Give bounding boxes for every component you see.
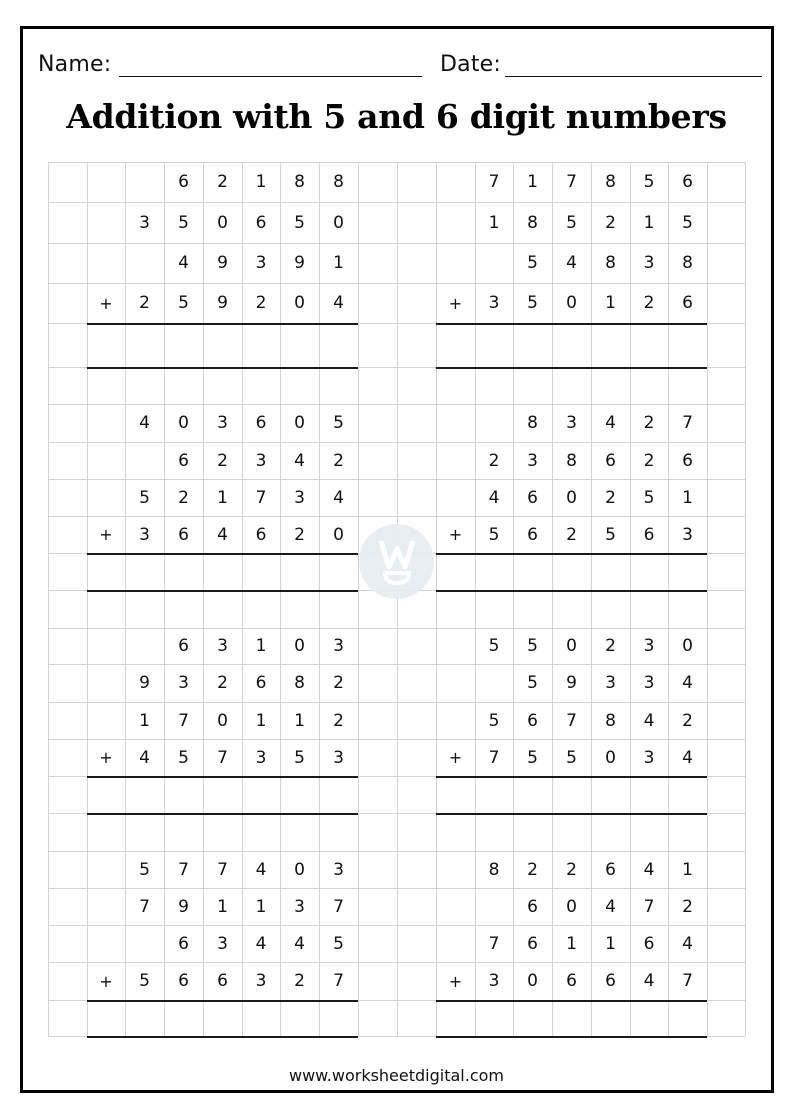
digit-cell: 6 bbox=[527, 487, 538, 508]
digit-cell: 3 bbox=[488, 293, 500, 313]
digit-cell: 4 bbox=[333, 293, 344, 313]
grid-vline bbox=[48, 162, 49, 1036]
digit-cell: 4 bbox=[682, 747, 693, 768]
digit-cell: 5 bbox=[294, 747, 305, 768]
plus-sign: + bbox=[99, 748, 113, 767]
digit-cell: 5 bbox=[178, 747, 189, 768]
answer-digit-input[interactable] bbox=[630, 323, 668, 367]
answer-digit-input[interactable] bbox=[203, 323, 242, 367]
digit-cell: 5 bbox=[566, 212, 577, 233]
digit-cell: 5 bbox=[527, 253, 538, 273]
digit-cell: 2 bbox=[643, 293, 655, 313]
grid-vline bbox=[707, 162, 708, 1036]
answer-digit-input[interactable] bbox=[475, 776, 513, 813]
digit-cell: 6 bbox=[682, 172, 693, 192]
digit-cell: 3 bbox=[643, 636, 655, 656]
answer-digit-input[interactable] bbox=[242, 553, 280, 590]
digit-cell: 3 bbox=[605, 673, 616, 693]
digit-cell: 1 bbox=[255, 710, 267, 731]
digit-cell: 4 bbox=[294, 933, 305, 954]
digit-cell: 5 bbox=[488, 710, 500, 731]
digit-cell: 6 bbox=[527, 524, 538, 545]
plus-sign: + bbox=[448, 525, 463, 544]
grid-vline bbox=[358, 162, 359, 1036]
digit-cell: 2 bbox=[643, 413, 655, 433]
answer-digit-input[interactable] bbox=[87, 1000, 125, 1036]
answer-digit-input[interactable] bbox=[203, 553, 242, 590]
worksheetdigital-logo-icon bbox=[377, 537, 417, 587]
digit-cell: 1 bbox=[682, 487, 693, 508]
answer-digit-input[interactable] bbox=[630, 776, 668, 813]
digit-cell: 2 bbox=[333, 673, 344, 693]
answer-digit-input[interactable] bbox=[630, 1000, 668, 1036]
digit-cell: 6 bbox=[527, 710, 538, 731]
digit-cell: 9 bbox=[139, 673, 150, 693]
digit-cell: 3 bbox=[217, 636, 228, 656]
digit-cell: 8 bbox=[605, 172, 616, 192]
digit-cell: 2 bbox=[605, 636, 616, 656]
answer-digit-input[interactable] bbox=[125, 553, 164, 590]
digit-cell: 5 bbox=[605, 524, 616, 545]
digit-cell: 7 bbox=[217, 747, 228, 768]
digit-cell: 7 bbox=[566, 710, 577, 731]
answer-digit-input[interactable] bbox=[319, 323, 358, 367]
answer-digit-input[interactable] bbox=[319, 1000, 358, 1036]
digit-cell: 0 bbox=[217, 212, 228, 233]
answer-digit-input[interactable] bbox=[475, 323, 513, 367]
digit-cell: 5 bbox=[333, 413, 344, 433]
answer-digit-input[interactable] bbox=[203, 1000, 242, 1036]
digit-cell: 7 bbox=[178, 859, 189, 880]
digit-cell: 0 bbox=[527, 971, 538, 991]
digit-cell: 1 bbox=[488, 212, 500, 233]
digit-cell: 7 bbox=[333, 971, 344, 991]
answer-digit-input[interactable] bbox=[668, 553, 707, 590]
digit-cell: 3 bbox=[682, 524, 693, 545]
plus-sign: + bbox=[99, 293, 113, 313]
digit-cell: 4 bbox=[643, 710, 655, 731]
digit-cell: 1 bbox=[217, 487, 228, 508]
digit-cell: 6 bbox=[217, 971, 228, 991]
digit-cell: 3 bbox=[643, 673, 655, 693]
digit-cell: 8 bbox=[294, 172, 305, 192]
digit-cell: 4 bbox=[139, 747, 150, 768]
answer-digit-input[interactable] bbox=[591, 1000, 630, 1036]
digit-cell: 1 bbox=[643, 212, 655, 233]
digit-cell: 1 bbox=[333, 253, 344, 273]
digit-cell: 3 bbox=[139, 212, 150, 233]
digit-cell: 2 bbox=[682, 710, 693, 731]
digit-cell: 1 bbox=[255, 636, 267, 656]
digit-cell: 5 bbox=[527, 293, 538, 313]
digit-cell: 7 bbox=[488, 747, 500, 768]
digit-cell: 2 bbox=[294, 524, 305, 545]
digit-cell: 0 bbox=[294, 293, 305, 313]
answer-digit-input[interactable] bbox=[591, 323, 630, 367]
grid-vline bbox=[745, 162, 746, 1036]
digit-cell: 5 bbox=[682, 212, 693, 233]
digit-cell: 6 bbox=[255, 212, 267, 233]
digit-cell: 7 bbox=[255, 487, 267, 508]
digit-cell: 3 bbox=[255, 747, 267, 768]
digit-cell: 6 bbox=[566, 971, 577, 991]
digit-cell: 3 bbox=[255, 971, 267, 991]
answer-digit-input[interactable] bbox=[125, 1000, 164, 1036]
answer-digit-input[interactable] bbox=[242, 1000, 280, 1036]
answer-digit-input[interactable] bbox=[87, 776, 125, 813]
digit-cell: 5 bbox=[294, 212, 305, 233]
digit-cell: 3 bbox=[217, 933, 228, 954]
digit-cell: 2 bbox=[217, 172, 228, 192]
digit-cell: 6 bbox=[178, 933, 189, 954]
digit-cell: 9 bbox=[217, 293, 228, 313]
digit-cell: 4 bbox=[682, 933, 693, 954]
answer-digit-input[interactable] bbox=[280, 553, 319, 590]
answer-digit-input[interactable] bbox=[436, 1000, 475, 1036]
answer-digit-input[interactable] bbox=[87, 553, 125, 590]
digit-cell: 8 bbox=[527, 413, 538, 433]
answer-digit-input[interactable] bbox=[280, 323, 319, 367]
digit-cell: 3 bbox=[333, 747, 344, 768]
answer-digit-input[interactable] bbox=[436, 553, 475, 590]
digit-cell: 6 bbox=[643, 524, 655, 545]
digit-cell: 3 bbox=[139, 524, 150, 545]
digit-cell: 4 bbox=[488, 487, 500, 508]
digit-cell: 3 bbox=[333, 636, 344, 656]
digit-cell: 4 bbox=[605, 896, 616, 917]
digit-cell: 5 bbox=[139, 971, 150, 991]
digit-cell: 8 bbox=[527, 212, 538, 233]
digit-cell: 3 bbox=[217, 413, 228, 433]
digit-cell: 0 bbox=[217, 710, 228, 731]
digit-cell: 7 bbox=[643, 896, 655, 917]
digit-cell: 2 bbox=[333, 450, 344, 471]
answer-digit-input[interactable] bbox=[552, 776, 591, 813]
grid-vline bbox=[397, 162, 398, 1036]
digit-cell: 6 bbox=[178, 450, 189, 471]
digit-cell: 1 bbox=[217, 896, 228, 917]
digit-cell: 7 bbox=[682, 971, 693, 991]
digit-cell: 5 bbox=[527, 636, 538, 656]
answer-digit-input[interactable] bbox=[513, 553, 552, 590]
name-label: Name: bbox=[38, 52, 112, 77]
answer-digit-input[interactable] bbox=[436, 323, 475, 367]
digit-cell: 3 bbox=[643, 253, 655, 273]
digit-cell: 0 bbox=[566, 636, 577, 656]
digit-cell: 5 bbox=[139, 859, 150, 880]
answer-digit-input[interactable] bbox=[630, 553, 668, 590]
digit-cell: 6 bbox=[527, 933, 538, 954]
digit-cell: 7 bbox=[488, 933, 500, 954]
digit-cell: 2 bbox=[682, 896, 693, 917]
date-label: Date: bbox=[440, 52, 501, 77]
digit-cell: 5 bbox=[488, 524, 500, 545]
answer-digit-input[interactable] bbox=[164, 1000, 203, 1036]
digit-cell: 5 bbox=[527, 747, 538, 768]
plus-sign: + bbox=[448, 971, 463, 991]
digit-cell: 9 bbox=[294, 253, 305, 273]
digit-cell: 2 bbox=[605, 212, 616, 233]
digit-cell: 9 bbox=[217, 253, 228, 273]
digit-cell: 9 bbox=[178, 896, 189, 917]
digit-cell: 7 bbox=[139, 896, 150, 917]
digit-cell: 7 bbox=[682, 413, 693, 433]
answer-digit-input[interactable] bbox=[87, 323, 125, 367]
digit-cell: 5 bbox=[527, 673, 538, 693]
digit-cell: 6 bbox=[682, 450, 693, 471]
digit-cell: 2 bbox=[217, 673, 228, 693]
digit-cell: 1 bbox=[294, 710, 305, 731]
answer-digit-input[interactable] bbox=[513, 1000, 552, 1036]
digit-cell: 5 bbox=[178, 212, 189, 233]
digit-cell: 1 bbox=[255, 172, 267, 192]
digit-cell: 3 bbox=[333, 859, 344, 880]
digit-cell: 0 bbox=[605, 747, 616, 768]
digit-cell: 4 bbox=[178, 253, 189, 273]
digit-cell: 0 bbox=[566, 487, 577, 508]
digit-cell: 4 bbox=[643, 859, 655, 880]
answer-digit-input[interactable] bbox=[475, 1000, 513, 1036]
digit-cell: 4 bbox=[139, 413, 150, 433]
digit-cell: 0 bbox=[682, 636, 693, 656]
digit-cell: 2 bbox=[605, 487, 616, 508]
answer-digit-input[interactable] bbox=[125, 323, 164, 367]
digit-cell: 8 bbox=[682, 253, 693, 273]
answer-digit-input[interactable] bbox=[513, 776, 552, 813]
digit-cell: 8 bbox=[605, 253, 616, 273]
answer-digit-input[interactable] bbox=[552, 1000, 591, 1036]
digit-cell: 8 bbox=[488, 859, 500, 880]
answer-digit-input[interactable] bbox=[552, 553, 591, 590]
digit-cell: 6 bbox=[605, 971, 616, 991]
digit-cell: 2 bbox=[527, 859, 538, 880]
digit-cell: 8 bbox=[294, 673, 305, 693]
digit-cell: 1 bbox=[255, 896, 267, 917]
digit-cell: 6 bbox=[605, 859, 616, 880]
digit-cell: 4 bbox=[643, 971, 655, 991]
digit-cell: 7 bbox=[217, 859, 228, 880]
digit-cell: 1 bbox=[605, 933, 616, 954]
digit-cell: 0 bbox=[566, 293, 577, 313]
answer-digit-input[interactable] bbox=[242, 776, 280, 813]
answer-digit-input[interactable] bbox=[668, 323, 707, 367]
digit-cell: 6 bbox=[178, 524, 189, 545]
answer-digit-input[interactable] bbox=[475, 553, 513, 590]
digit-cell: 8 bbox=[333, 172, 344, 192]
digit-cell: 1 bbox=[139, 710, 150, 731]
answer-digit-input[interactable] bbox=[164, 323, 203, 367]
digit-cell: 2 bbox=[333, 710, 344, 731]
digit-cell: 7 bbox=[488, 172, 500, 192]
digit-cell: 2 bbox=[488, 450, 500, 471]
digit-cell: 2 bbox=[255, 293, 267, 313]
digit-cell: 2 bbox=[294, 971, 305, 991]
digit-cell: 6 bbox=[178, 172, 189, 192]
answer-digit-input[interactable] bbox=[203, 776, 242, 813]
digit-cell: 8 bbox=[566, 450, 577, 471]
digit-cell: 2 bbox=[643, 450, 655, 471]
digit-cell: 2 bbox=[139, 293, 150, 313]
digit-cell: 2 bbox=[566, 524, 577, 545]
digit-cell: 6 bbox=[605, 450, 616, 471]
answer-digit-input[interactable] bbox=[280, 1000, 319, 1036]
digit-cell: 5 bbox=[178, 293, 189, 313]
digit-cell: 0 bbox=[294, 636, 305, 656]
digit-cell: 7 bbox=[333, 896, 344, 917]
answer-digit-input[interactable] bbox=[591, 553, 630, 590]
digit-cell: 0 bbox=[294, 859, 305, 880]
answer-digit-input[interactable] bbox=[591, 776, 630, 813]
digit-cell: 6 bbox=[178, 971, 189, 991]
digit-cell: 4 bbox=[217, 524, 228, 545]
digit-cell: 6 bbox=[255, 673, 267, 693]
digit-cell: 3 bbox=[255, 253, 267, 273]
digit-cell: 3 bbox=[294, 487, 305, 508]
digit-cell: 2 bbox=[178, 487, 189, 508]
plus-sign: + bbox=[99, 971, 113, 991]
digit-cell: 3 bbox=[178, 673, 189, 693]
digit-cell: 1 bbox=[527, 172, 538, 192]
digit-cell: 3 bbox=[294, 896, 305, 917]
plus-sign: + bbox=[448, 748, 463, 767]
answer-digit-input[interactable] bbox=[164, 776, 203, 813]
digit-cell: 5 bbox=[488, 636, 500, 656]
digit-cell: 2 bbox=[217, 450, 228, 471]
answer-digit-input[interactable] bbox=[319, 553, 358, 590]
digit-cell: 6 bbox=[178, 636, 189, 656]
digit-cell: 4 bbox=[605, 413, 616, 433]
digit-cell: 1 bbox=[682, 859, 693, 880]
digit-cell: 6 bbox=[255, 524, 267, 545]
digit-cell: 0 bbox=[178, 413, 189, 433]
digit-cell: 4 bbox=[682, 673, 693, 693]
answer-digit-input[interactable] bbox=[164, 553, 203, 590]
digit-cell: 5 bbox=[643, 487, 655, 508]
digit-cell: 3 bbox=[643, 747, 655, 768]
digit-cell: 4 bbox=[255, 859, 267, 880]
footer-website: www.worksheetdigital.com bbox=[288, 1066, 504, 1085]
digit-cell: 3 bbox=[488, 971, 500, 991]
digit-cell: 8 bbox=[605, 710, 616, 731]
digit-cell: 5 bbox=[643, 172, 655, 192]
digit-cell: 3 bbox=[566, 413, 577, 433]
digit-cell: 6 bbox=[643, 933, 655, 954]
digit-cell: 6 bbox=[527, 896, 538, 917]
digit-cell: 5 bbox=[333, 933, 344, 954]
digit-cell: 4 bbox=[333, 487, 344, 508]
digit-cell: 1 bbox=[566, 933, 577, 954]
digit-cell: 7 bbox=[566, 172, 577, 192]
digit-cell: 9 bbox=[566, 673, 577, 693]
answer-digit-input[interactable] bbox=[668, 776, 707, 813]
digit-cell: 7 bbox=[178, 710, 189, 731]
answer-digit-input[interactable] bbox=[513, 323, 552, 367]
digit-cell: 3 bbox=[255, 450, 267, 471]
digit-cell: 5 bbox=[566, 747, 577, 768]
digit-cell: 5 bbox=[139, 487, 150, 508]
plus-sign: + bbox=[448, 293, 463, 313]
digit-cell: 0 bbox=[566, 896, 577, 917]
answer-digit-input[interactable] bbox=[125, 776, 164, 813]
answer-digit-input[interactable] bbox=[668, 1000, 707, 1036]
watermark-logo-icon bbox=[359, 524, 434, 599]
answer-digit-input[interactable] bbox=[552, 323, 591, 367]
digit-cell: 0 bbox=[294, 413, 305, 433]
digit-cell: 0 bbox=[333, 524, 344, 545]
digit-cell: 4 bbox=[566, 253, 577, 273]
digit-cell: 0 bbox=[333, 212, 344, 233]
digit-cell: 4 bbox=[294, 450, 305, 471]
digit-cell: 6 bbox=[255, 413, 267, 433]
answer-digit-input[interactable] bbox=[242, 323, 280, 367]
digit-cell: 6 bbox=[682, 293, 693, 313]
digit-cell: 3 bbox=[527, 450, 538, 471]
digit-cell: 2 bbox=[566, 859, 577, 880]
digit-cell: 1 bbox=[605, 293, 616, 313]
answer-digit-input[interactable] bbox=[436, 776, 475, 813]
answer-digit-input[interactable] bbox=[280, 776, 319, 813]
page-title: Addition with 5 and 6 digit numbers bbox=[66, 97, 727, 136]
plus-sign: + bbox=[99, 525, 113, 544]
answer-digit-input[interactable] bbox=[319, 776, 358, 813]
digit-cell: 4 bbox=[255, 933, 267, 954]
